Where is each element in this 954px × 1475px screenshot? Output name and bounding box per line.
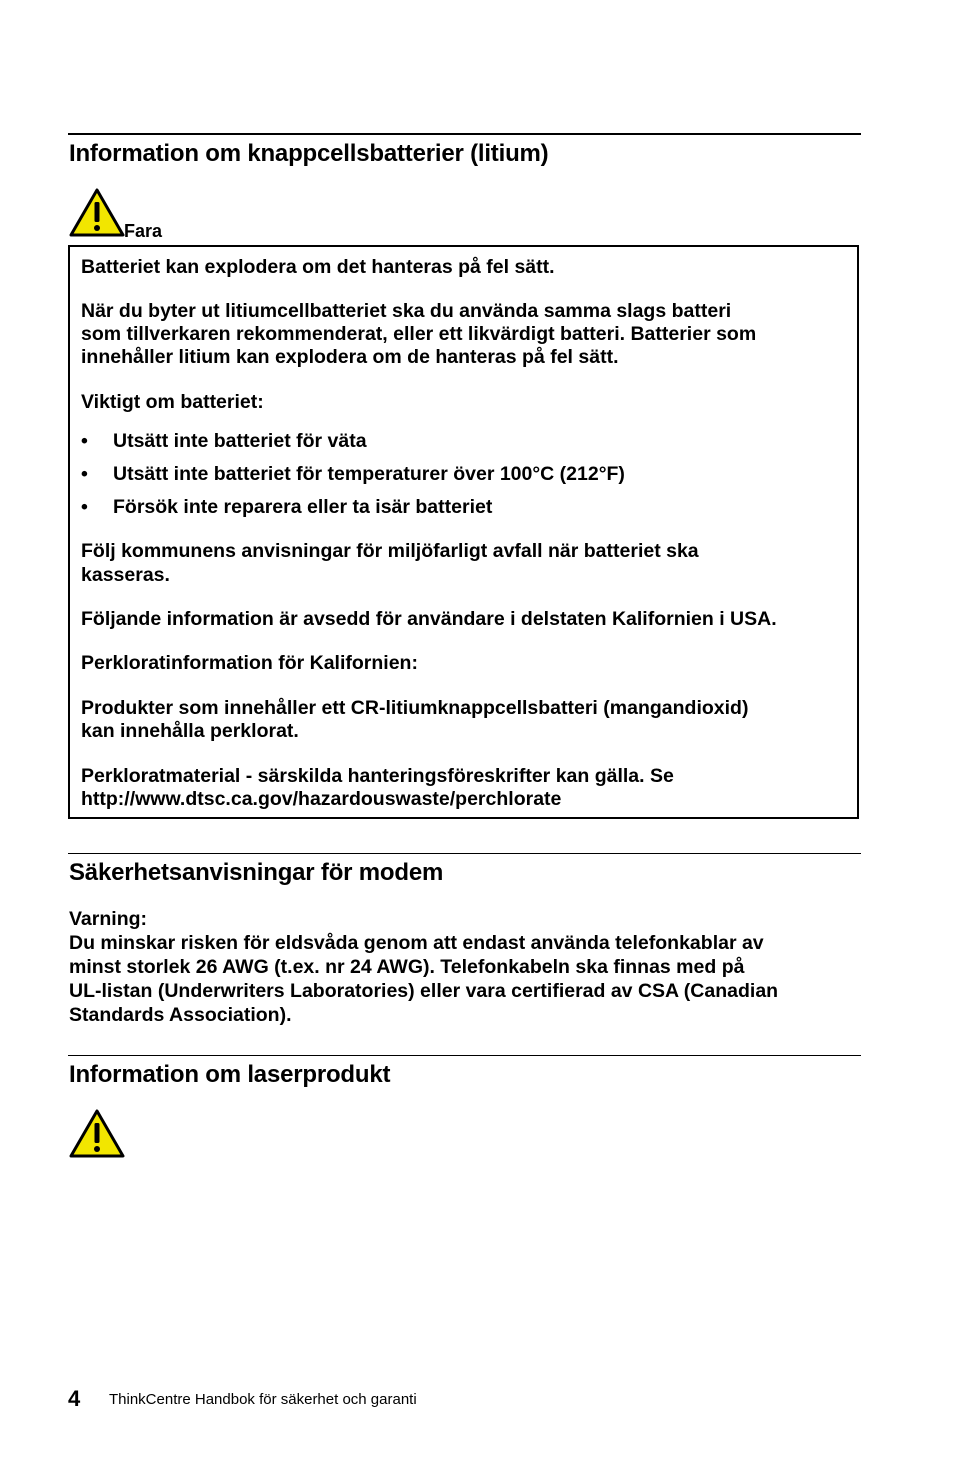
perchlorate-link: http://www.dtsc.ca.gov/hazardouswaste/perchlorate [81, 788, 562, 810]
section-title-modem: Säkerhetsanvisningar för modem [69, 859, 444, 886]
bullet-icon: • [81, 430, 88, 452]
bullet-icon: • [81, 463, 88, 485]
danger-label: Fara [124, 221, 163, 241]
section-divider [68, 853, 861, 854]
danger-text: kan innehålla perklorat. [81, 720, 299, 742]
danger-text: kasseras. [81, 564, 170, 586]
bullet-item: • Försök inte reparera eller ta isär batteriet [81, 496, 493, 518]
warning-triangle-icon [69, 1109, 125, 1159]
danger-text: som tillverkaren rekommenderat, eller ett likvärdigt batteri. Batterier som [81, 323, 757, 345]
modem-warning-label: Varning: [69, 908, 148, 930]
danger-text: Följ kommunens anvisningar för miljöfarligt avfall när batteriet ska [81, 540, 699, 562]
modem-warning-text: Du minskar risken för eldsvåda genom att endast använda telefonkablar av [69, 932, 764, 954]
danger-text: innehåller litium kan explodera om de hanteras på fel sätt. [81, 346, 619, 368]
section-title-battery: Information om knappcellsbatterier (litium) [69, 140, 549, 167]
section-divider [68, 1055, 861, 1056]
danger-subheading: Viktigt om batteriet: [81, 391, 264, 413]
section-divider [68, 133, 861, 135]
danger-text: Batteriet kan explodera om det hanteras på fel sätt. [81, 256, 555, 278]
danger-text: Följande information är avsedd för användare i delstaten Kalifornien i USA. [81, 608, 777, 630]
danger-text: Perkloratmaterial - särskilda hanteringsföreskrifter kan gälla. Se [81, 765, 674, 787]
modem-warning-text: UL-listan (Underwriters Laboratories) eller vara certifierad av CSA (Canadian [69, 980, 779, 1002]
section-title-laser: Information om laserprodukt [69, 1061, 391, 1088]
danger-text: När du byter ut litiumcellbatteriet ska du använda samma slags batteri [81, 300, 732, 322]
danger-subheading: Perkloratinformation för Kalifornien: [81, 652, 418, 674]
bullet-icon: • [81, 496, 88, 518]
danger-text: Produkter som innehåller ett CR-litiumknappcellsbatteri (mangandioxid) [81, 697, 749, 719]
bullet-item: • Utsätt inte batteriet för väta [81, 430, 367, 452]
bullet-item: • Utsätt inte batteriet för temperaturer över 100°C (212°F) [81, 463, 625, 485]
page-number: 4 [68, 1386, 81, 1411]
warning-triangle-icon [69, 188, 125, 238]
modem-warning-text: minst storlek 26 AWG (t.ex. nr 24 AWG). Telefonkabeln ska finnas med på [69, 956, 745, 978]
modem-warning-text: Standards Association). [69, 1004, 292, 1026]
footer-title: ThinkCentre Handbok för säkerhet och garanti [109, 1391, 417, 1408]
